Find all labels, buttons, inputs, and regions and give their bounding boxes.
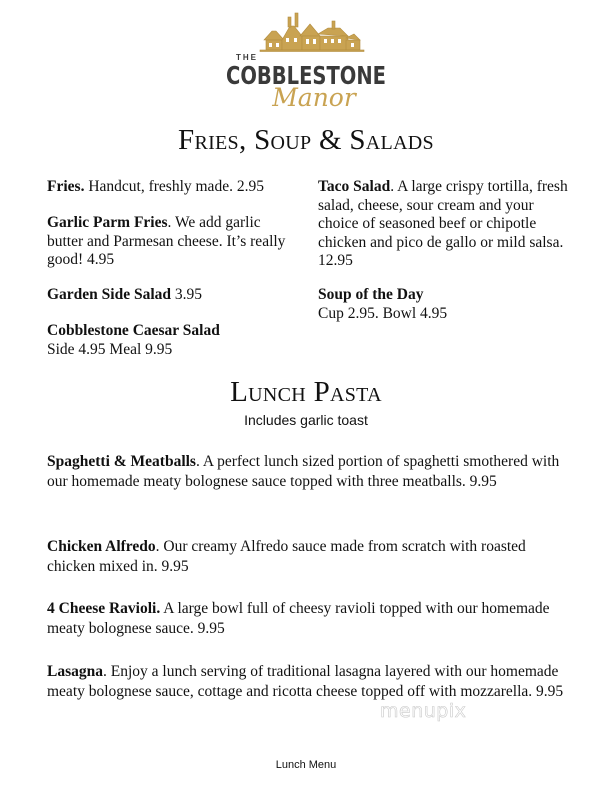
item-name: Fries. <box>47 178 85 195</box>
menupix-watermark: menupix <box>380 700 467 722</box>
section-title-lunch-pasta: Lunch Pasta <box>230 376 382 408</box>
menu-item-chicken-alfredo <box>47 537 572 577</box>
item-name: Spaghetti & Meatballs <box>47 453 196 470</box>
logo-graphic <box>206 4 406 114</box>
menu-item-taco-salad <box>318 178 568 271</box>
item-desc: . We add garlic butter and Parmesan cheese. It’s really good! 4.95 <box>47 214 286 268</box>
item-name: Cobblestone Caesar Salad <box>47 322 220 339</box>
section-title-fries-soup-salads: Fries, Soup & Salads <box>178 124 434 156</box>
item-desc: Side 4.95 Meal 9.95 <box>47 340 173 358</box>
menu-item-lasagna <box>47 662 572 702</box>
item-desc: 3.95 <box>171 286 203 303</box>
item-desc: . A large crispy tortilla, fresh salad, cheese, sour cream and your choice of seasoned beef or chipotle chicken and pico de gallo or mild salsa. 12.95 <box>318 178 568 269</box>
item-desc: Cup 2.95. Bowl 4.95 <box>318 304 448 322</box>
logo-the: THE <box>236 53 258 62</box>
menu-item-garden-side-salad <box>47 286 292 305</box>
item-desc: . Enjoy a lunch serving of traditional lasagna layered with our homemade meaty bolognese sauce, cottage and ricotta cheese topped off with mozzarella. 9.95 <box>47 663 564 700</box>
menu-item-cobblestone-caesar-salad <box>47 322 292 359</box>
section-subtitle: Includes garlic toast <box>244 412 368 428</box>
menu-item-soup-of-the-day <box>318 286 568 323</box>
item-desc: . A perfect lunch sized portion of spaghetti smothered with our homemade meaty bolognese sauce topped with three meatballs. 9.95 <box>47 453 560 490</box>
logo-name: COBBLESTONE <box>226 61 386 90</box>
item-desc: . Our creamy Alfredo sauce made from scratch with roasted chicken mixed in. 9.95 <box>47 538 526 575</box>
item-name: Lasagna <box>47 663 103 680</box>
item-desc: A large bowl full of cheesy ravioli topped with our homemade meaty bolognese sauce. 9.95 <box>47 600 550 637</box>
item-name: Garden Side Salad <box>47 286 172 303</box>
menu-item-garlic-parm-fries <box>47 214 292 270</box>
item-name: Taco Salad <box>318 178 391 195</box>
menu-item-spaghetti-meatballs <box>47 452 572 492</box>
menu-item-fries <box>47 178 292 197</box>
item-name: Chicken Alfredo <box>47 538 156 555</box>
manor-house-icon <box>260 13 364 52</box>
menu-item-4-cheese-ravioli <box>47 599 572 639</box>
item-desc: Handcut, freshly made. 2.95 <box>84 178 264 195</box>
item-name: Garlic Parm Fries <box>47 214 168 231</box>
page-footer: Lunch Menu <box>275 759 337 771</box>
item-name: 4 Cheese Ravioli. <box>47 600 161 617</box>
item-name: Soup of the Day <box>318 286 424 303</box>
cobblestone-manor-logo <box>0 4 612 116</box>
logo-manor: Manor <box>272 83 356 112</box>
